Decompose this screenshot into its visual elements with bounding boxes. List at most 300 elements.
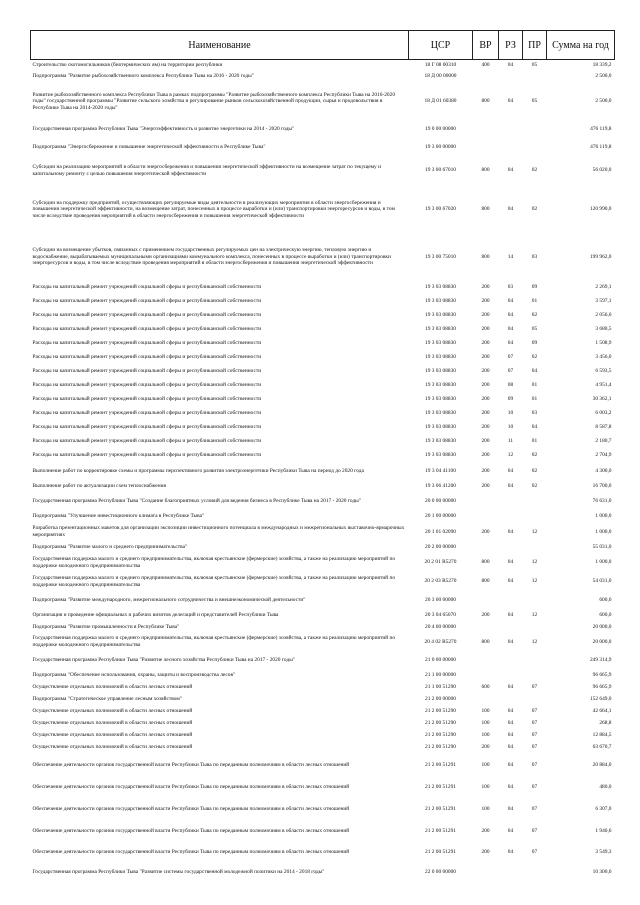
row-pr: 05 [531, 98, 538, 105]
row-vr: 400 [481, 61, 490, 68]
row-vr: 200 [481, 340, 490, 347]
row-sum: 3 456,0 [595, 354, 612, 361]
row-vr: 800 [481, 253, 490, 260]
row-csr: 19 3 00 67020 [425, 206, 456, 213]
row-name: Обеспечение деятельности органов государственной власти Республики Тыва по переданным полномочиям в области лесных отношений [32, 784, 350, 791]
row-pr: 07 [531, 732, 538, 739]
row-pr [523, 511, 547, 523]
row-csr: 19 3 03 08830 [425, 410, 456, 417]
table-row [31, 754, 615, 777]
row-rz: 04 [507, 312, 514, 319]
row-csr: 19 3 03 08830 [425, 452, 456, 459]
table-row [31, 449, 615, 463]
row-vr: 600 [481, 684, 490, 691]
row-rz: 04 [507, 720, 514, 727]
row-csr: 19 3 03 08830 [425, 298, 456, 305]
row-csr: 21 2 00 51290 [425, 732, 456, 739]
row-rz: 04 [507, 528, 514, 535]
row-rz [499, 139, 523, 156]
table-row [31, 121, 615, 139]
row-pr: 02 [531, 468, 538, 475]
row-sum: 55 031,0 [592, 544, 612, 551]
row-sum: 20 000,0 [592, 638, 612, 645]
header-vr: ВР [473, 31, 499, 60]
row-sum: 8 587,8 [595, 424, 612, 431]
row-csr: 19 3 00 00000 [425, 143, 456, 150]
row-vr: 800 [481, 206, 490, 213]
row-vr: 100 [481, 732, 490, 739]
row-csr: 19 3 00 75010 [425, 253, 456, 260]
table-row [31, 799, 615, 821]
row-vr: 200 [481, 744, 490, 751]
table-row [31, 777, 615, 799]
row-name: Государственная поддержка малого и среднего предпринимательства, включая крестьянские (фермерские) хозяйства, а также на реализацию мероприятий по поддержке молодежного предпринимательства [32, 574, 396, 588]
row-rz: 04 [507, 761, 514, 768]
row-name: Подпрограмма "Улучшение инвестиционного климата в Республике Тыва" [32, 513, 205, 520]
row-rz: 04 [507, 559, 514, 566]
row-csr: 18 Д 00 00000 [424, 73, 457, 80]
row-sum: 3 549,3 [595, 849, 612, 856]
row-vr [473, 652, 499, 670]
row-rz: 04 [507, 206, 514, 213]
row-csr: 20 4 02 R5270 [424, 638, 457, 645]
row-sum: 18 339,2 [592, 61, 612, 68]
table-row [31, 379, 615, 393]
row-rz: 09 [507, 396, 514, 403]
table-row [31, 652, 615, 670]
row-pr: 04 [531, 368, 538, 375]
row-name: Осуществление отдельных полномочий в области лесных отношений [32, 708, 193, 715]
row-pr [523, 622, 547, 633]
row-sum: 152 649,0 [589, 696, 612, 703]
table-row [31, 863, 615, 882]
row-pr: 01 [531, 438, 538, 445]
row-vr: 200 [481, 298, 490, 305]
row-vr: 200 [481, 424, 490, 431]
row-name: Расходы на капитальный ремонт учреждений социальной сферы и республиканской собственности [32, 368, 262, 375]
row-name: Субсидии на поддержку предприятий, осуществляющих регулируемые виды деятельности в реализующих мероприятия в области энергосбережения и повышения энергетической эффективности, на возмещение затрат, понесенных в процессе выработки и (или) транспортировки энергоресурсов и воды, в том числе вследствие проведения мероприятий в области энергосбережения и повышения энергетической эффективности [32, 199, 395, 219]
row-name: Государственная программа Республики Тыва "Создание благоприятных условий для ведения бизнеса в Республике Тыва на 2017 - 2020 годы" [32, 498, 362, 505]
row-csr: 21 2 00 51290 [425, 720, 456, 727]
row-csr: 20 2 00 00000 [425, 544, 456, 551]
row-sum: 63 670,7 [592, 744, 612, 751]
row-rz: 04 [507, 61, 514, 68]
row-csr: 19 3 03 08830 [425, 326, 456, 333]
row-sum: 4 951,4 [595, 382, 612, 389]
row-vr [473, 139, 499, 156]
table-row [31, 323, 615, 337]
row-pr: 07 [531, 684, 538, 691]
row-sum: 2 180,7 [595, 438, 612, 445]
table-row [31, 682, 615, 694]
row-name: Расходы на капитальный ремонт учреждений социальной сферы и республиканской собственности [32, 326, 262, 333]
row-sum: 1 000,0 [595, 513, 612, 520]
row-rz: 04 [507, 744, 514, 751]
header-sum: Сумма на год [547, 31, 615, 60]
table-row [31, 186, 615, 234]
row-vr: 200 [481, 438, 490, 445]
row-csr: 19 3 03 08830 [425, 438, 456, 445]
row-rz: 04 [507, 483, 514, 490]
row-csr: 21 0 00 00000 [425, 657, 456, 664]
row-name: Обеспечение деятельности органов государственной власти Республики Тыва по переданным полномочиям в области лесных отношений [32, 828, 350, 835]
table-row [31, 393, 615, 407]
row-vr [473, 592, 499, 610]
row-pr [523, 542, 547, 554]
row-vr [473, 670, 499, 682]
row-sum: 2 269,1 [595, 284, 612, 291]
row-name: Расходы на капитальный ремонт учреждений социальной сферы и республиканской собственности [32, 396, 262, 403]
row-vr: 200 [481, 828, 490, 835]
row-rz [499, 493, 523, 511]
row-pr: 02 [531, 206, 538, 213]
row-rz [499, 71, 523, 83]
row-pr [523, 694, 547, 706]
row-vr [473, 694, 499, 706]
row-rz [499, 121, 523, 139]
row-vr: 800 [481, 167, 490, 174]
table-row [31, 493, 615, 511]
row-name: Осуществление отдельных полномочий в области лесных отношений [32, 732, 193, 739]
row-pr: 02 [531, 312, 538, 319]
table-row [31, 670, 615, 682]
row-csr: 20 0 00 00000 [425, 498, 456, 505]
row-sum: 12 884,5 [592, 732, 612, 739]
row-rz [499, 511, 523, 523]
table-row [31, 421, 615, 435]
row-pr [523, 863, 547, 882]
row-sum: 6 003,2 [595, 410, 612, 417]
row-vr: 200 [481, 368, 490, 375]
row-pr: 03 [531, 253, 538, 260]
table-row [31, 633, 615, 652]
row-csr: 19 3 04 41100 [425, 468, 456, 475]
table-row [31, 156, 615, 186]
row-csr: 21 1 00 51290 [425, 684, 456, 691]
row-pr: 02 [531, 483, 538, 490]
row-vr [473, 71, 499, 83]
row-sum: 600,0 [599, 612, 612, 619]
table-row [31, 435, 615, 449]
row-rz: 04 [507, 849, 514, 856]
row-name: Государственная программа Республики Тыва "Развитие лесного хозяйства Республики Тыва на 2017 - 2020 годы" [32, 657, 296, 664]
table-row [31, 523, 615, 542]
row-pr [523, 71, 547, 83]
row-csr: 19 3 03 08830 [425, 284, 456, 291]
header-pr: ПР [523, 31, 547, 60]
row-vr: 100 [481, 720, 490, 727]
row-sum: 249 314,9 [589, 657, 612, 664]
row-rz: 04 [507, 828, 514, 835]
row-name: Осуществление отдельных полномочий в области лесных отношений [32, 720, 193, 727]
row-name: Расходы на капитальный ремонт учреждений социальной сферы и республиканской собственности [32, 410, 262, 417]
row-name: Субсидии на реализацию мероприятий в области энергосбережения и повышения энергетической эффективности на возмещение затрат по текущему и капитальному ремонту с целью повышения энергетической эффективности [32, 163, 381, 177]
row-vr [473, 511, 499, 523]
row-name: Выполнение работ по корректировке схемы и программы перспективного развития электроэнергетики Республики Тыва на период до 2020 года [32, 468, 364, 475]
row-vr: 200 [481, 284, 490, 291]
row-sum: 600,0 [599, 597, 612, 604]
row-pr: 12 [531, 578, 538, 585]
row-rz: 04 [507, 784, 514, 791]
table-row [31, 463, 615, 481]
row-sum: 16 700,0 [592, 483, 612, 490]
row-name: Развитие рыбохозяйственного комплекса Республики Тыва в рамках подпрограммы "Развитие рыбохозяйственного комплекса Республики Тыва на 2016-2020 годы" государственной программы "Развитие сельского хозяйства и регулирование рынков сельскохозяйственной продукции, сырья и продовольствия в Республике Тыва на 2014-2020 годы" [32, 91, 396, 111]
row-vr: 200 [481, 452, 490, 459]
row-csr: 20 3 04 65070 [425, 612, 456, 619]
row-vr: 100 [481, 708, 490, 715]
row-csr: 19 3 03 08830 [425, 354, 456, 361]
row-sum: 20 000,0 [592, 623, 612, 630]
row-sum: 1 000,0 [595, 559, 612, 566]
table-row [31, 407, 615, 421]
row-vr: 100 [481, 806, 490, 813]
table-row [31, 730, 615, 742]
row-name: Расходы на капитальный ремонт учреждений социальной сферы и республиканской собственности [32, 312, 262, 319]
row-rz: 10 [507, 410, 514, 417]
row-sum: 268,8 [599, 720, 612, 727]
row-pr: 07 [531, 761, 538, 768]
row-vr: 200 [481, 612, 490, 619]
row-sum: 120 990,0 [589, 206, 612, 213]
row-pr: 07 [531, 784, 538, 791]
row-csr: 20 1 00 00000 [425, 513, 456, 520]
row-sum: 96 665,9 [592, 672, 612, 679]
row-pr: 01 [531, 298, 538, 305]
table-body [31, 60, 615, 882]
row-sum: 56 020,0 [592, 167, 612, 174]
row-pr: 09 [531, 284, 538, 291]
table-row [31, 706, 615, 718]
row-sum: 10 300,0 [592, 868, 612, 875]
row-rz [499, 694, 523, 706]
row-csr: 22 0 00 00000 [425, 868, 456, 875]
row-rz: 07 [507, 368, 514, 375]
row-name: Подпрограмма "Стратегическое управление лесным хозяйством" [32, 696, 182, 703]
row-pr [523, 139, 547, 156]
row-rz [499, 622, 523, 633]
row-vr [473, 542, 499, 554]
row-name: Подпрограмма "Энергосбережение и повышение энергетической эффективности в Республике Тыва" [32, 143, 266, 150]
row-rz: 08 [507, 382, 514, 389]
row-pr [523, 652, 547, 670]
table-row [31, 622, 615, 633]
table-row [31, 337, 615, 351]
row-name: Субсидии на возмещение убытков, связанных с применением государственных регулируемых цен на электрическую энергию, тепловую энергию и водоснабжение, вырабатываемых муниципальными организациями коммунального комплекса, понесенных в процессе выработки и (или) транспортировки энергоресурсов и воды, в том числе вследствие проведения мероприятий в области энергосбережения и повышения энергетической эффективности [32, 247, 391, 267]
row-sum: 1 940,6 [595, 828, 612, 835]
row-rz [499, 542, 523, 554]
row-csr: 19 3 03 08830 [425, 382, 456, 389]
row-name: Расходы на капитальный ремонт учреждений социальной сферы и республиканской собственности [32, 452, 262, 459]
row-vr: 200 [481, 849, 490, 856]
row-sum: 3 597,1 [595, 298, 612, 305]
row-csr: 21 2 00 51291 [425, 761, 456, 768]
row-csr: 21 2 00 51291 [425, 784, 456, 791]
table-row [31, 60, 615, 71]
row-rz: 04 [507, 167, 514, 174]
row-rz: 12 [507, 452, 514, 459]
row-vr: 200 [481, 410, 490, 417]
row-vr: 800 [481, 559, 490, 566]
row-name: Государственная поддержка малого и среднего предпринимательства, включая крестьянские (фермерские) хозяйства, а также на реализацию мероприятий по поддержке молодежного предпринимательства [32, 635, 396, 648]
row-csr: 21 2 00 51291 [425, 828, 456, 835]
header-name: Наименование [31, 31, 409, 60]
row-rz [499, 863, 523, 882]
table-row [31, 821, 615, 843]
row-pr: 04 [531, 424, 538, 431]
row-name: Расходы на капитальный ремонт учреждений социальной сферы и республиканской собственности [32, 438, 262, 445]
row-rz: 04 [507, 298, 514, 305]
table-row [31, 542, 615, 554]
row-pr: 07 [531, 708, 538, 715]
row-rz: 10 [507, 424, 514, 431]
row-pr: 01 [531, 396, 538, 403]
row-sum: 6 593,5 [595, 368, 612, 375]
row-csr: 19 3 03 08830 [425, 340, 456, 347]
row-vr: 200 [481, 382, 490, 389]
row-name: Строительство скотомогильников (биотермических ям) на территории республики [32, 61, 223, 68]
row-rz: 14 [507, 253, 514, 260]
row-csr: 21 2 00 00000 [425, 696, 456, 703]
row-name: Расходы на капитальный ремонт учреждений социальной сферы и республиканской собственности [32, 284, 262, 291]
row-name: Разработка презентационных макетов для организации экспозиции инвестиционного потенциала в международных и межрегиональных выставочно-ярмарочных мероприятиях [32, 525, 405, 538]
table-row [31, 365, 615, 379]
table-row [31, 83, 615, 121]
row-pr: 07 [531, 849, 538, 856]
budget-table [30, 30, 615, 882]
row-name: Обеспечение деятельности органов государственной власти Республики Тыва по переданным полномочиям в области лесных отношений [32, 849, 350, 856]
row-sum: 2 056,6 [595, 312, 612, 319]
row-name: Расходы на капитальный ремонт учреждений социальной сферы и республиканской собственности [32, 340, 262, 347]
row-sum: 20 884,0 [592, 761, 612, 768]
row-vr: 200 [481, 396, 490, 403]
row-sum: 4 300,0 [595, 468, 612, 475]
row-csr: 18 Г 08 00310 [424, 61, 457, 68]
row-name: Осуществление отдельных полномочий в области лесных отношений [32, 744, 193, 751]
row-rz [499, 592, 523, 610]
row-pr: 07 [531, 720, 538, 727]
table-row [31, 481, 615, 493]
row-csr: 21 2 00 51290 [425, 708, 456, 715]
row-csr: 20 4 00 00000 [425, 623, 456, 630]
row-vr: 200 [481, 528, 490, 535]
table-row [31, 694, 615, 706]
table-row [31, 351, 615, 365]
row-vr: 200 [481, 354, 490, 361]
row-csr: 19 3 00 67010 [425, 167, 456, 174]
row-csr: 19 3 06 41200 [425, 483, 456, 490]
row-pr: 02 [531, 452, 538, 459]
row-vr [473, 622, 499, 633]
row-rz: 11 [507, 438, 514, 445]
row-name: Выполнение работ по актуализации схем теплоснабжения [32, 483, 166, 490]
row-vr: 100 [481, 761, 490, 768]
row-pr: 12 [531, 638, 538, 645]
row-rz: 04 [507, 708, 514, 715]
row-rz: 04 [507, 732, 514, 739]
row-csr: 20 2 01 R5270 [424, 559, 457, 566]
row-pr: 12 [531, 559, 538, 566]
row-pr: 12 [531, 612, 538, 619]
table-row [31, 295, 615, 309]
table-row [31, 592, 615, 610]
row-pr: 07 [531, 806, 538, 813]
row-sum: 6 307,0 [595, 806, 612, 813]
row-pr: 01 [531, 382, 538, 389]
table-row [31, 511, 615, 523]
row-name: Расходы на капитальный ремонт учреждений социальной сферы и республиканской собственности [32, 382, 262, 389]
row-vr [473, 493, 499, 511]
row-csr: 21 1 00 00000 [425, 672, 456, 679]
table-row [31, 554, 615, 572]
table-row [31, 139, 615, 156]
table-row [31, 234, 615, 281]
row-name: Подпрограмма "Обеспечение использования, охраны, защиты и воспроизводства лесов" [32, 672, 236, 679]
table-row [31, 71, 615, 83]
row-vr: 200 [481, 468, 490, 475]
row-sum: 1 508,9 [595, 340, 612, 347]
row-rz [499, 652, 523, 670]
row-vr [473, 121, 499, 139]
row-sum: 480,0 [599, 784, 612, 791]
row-name: Государственная поддержка малого и среднего предпринимательства, включая крестьянские (фермерские) хозяйства, а также на реализацию мероприятий по поддержке молодежного предпринимательства [32, 555, 396, 569]
row-vr: 800 [481, 638, 490, 645]
row-sum: 30 362,1 [592, 396, 612, 403]
row-pr: 07 [531, 744, 538, 751]
row-pr: 05 [531, 61, 538, 68]
row-rz: 04 [507, 684, 514, 691]
row-pr [523, 670, 547, 682]
row-rz: 04 [507, 578, 514, 585]
row-rz: 07 [507, 354, 514, 361]
budget-table-page [30, 30, 614, 882]
row-sum: 42 664,1 [592, 708, 612, 715]
row-rz: 04 [507, 468, 514, 475]
row-sum: 2 500,0 [595, 73, 612, 80]
row-rz: 04 [507, 612, 514, 619]
table-row [31, 843, 615, 863]
row-name: Подпрограмма "Развитие рыбохозяйственного комплекса Республики Тыва на 2016 - 2020 годы" [32, 73, 254, 80]
row-csr: 21 2 00 51291 [425, 806, 456, 813]
row-name: Государственная программа Республики Тыва "Энергоэффективность и развитие энергетики на 2014 - 2020 годы" [32, 126, 295, 133]
row-rz: 04 [507, 326, 514, 333]
table-row [31, 742, 615, 754]
row-name: Организация и проведение официальных и рабочих визитов делегаций и представителей Республики Тыва [32, 612, 279, 619]
row-vr: 800 [481, 98, 490, 105]
row-rz: 03 [507, 284, 514, 291]
row-sum: 199 962,0 [589, 253, 612, 260]
row-sum: 476 119,8 [590, 143, 612, 150]
row-sum: 2 704,9 [595, 452, 612, 459]
row-csr: 21 2 00 51290 [425, 744, 456, 751]
row-name: Расходы на капитальный ремонт учреждений социальной сферы и республиканской собственности [32, 354, 262, 361]
row-pr [523, 493, 547, 511]
row-csr: 19 0 00 00000 [425, 126, 456, 133]
row-sum: 3 680,5 [595, 326, 612, 333]
row-rz: 04 [507, 340, 514, 347]
row-name: Осуществление отдельных полномочий в области лесных отношений [32, 684, 193, 691]
row-csr: 19 3 03 08830 [425, 424, 456, 431]
row-csr: 19 3 03 08830 [425, 396, 456, 403]
table-row [31, 309, 615, 323]
header-rz: РЗ [499, 31, 523, 60]
row-vr: 100 [481, 784, 490, 791]
row-vr: 200 [481, 483, 490, 490]
row-name: Подпрограмма "Развитие промышленности в Республике Тыва" [32, 623, 180, 630]
row-csr: 21 2 00 51291 [425, 849, 456, 856]
row-csr: 20 1 01 02090 [425, 528, 456, 535]
row-pr: 02 [531, 354, 538, 361]
row-pr: 12 [531, 528, 538, 535]
